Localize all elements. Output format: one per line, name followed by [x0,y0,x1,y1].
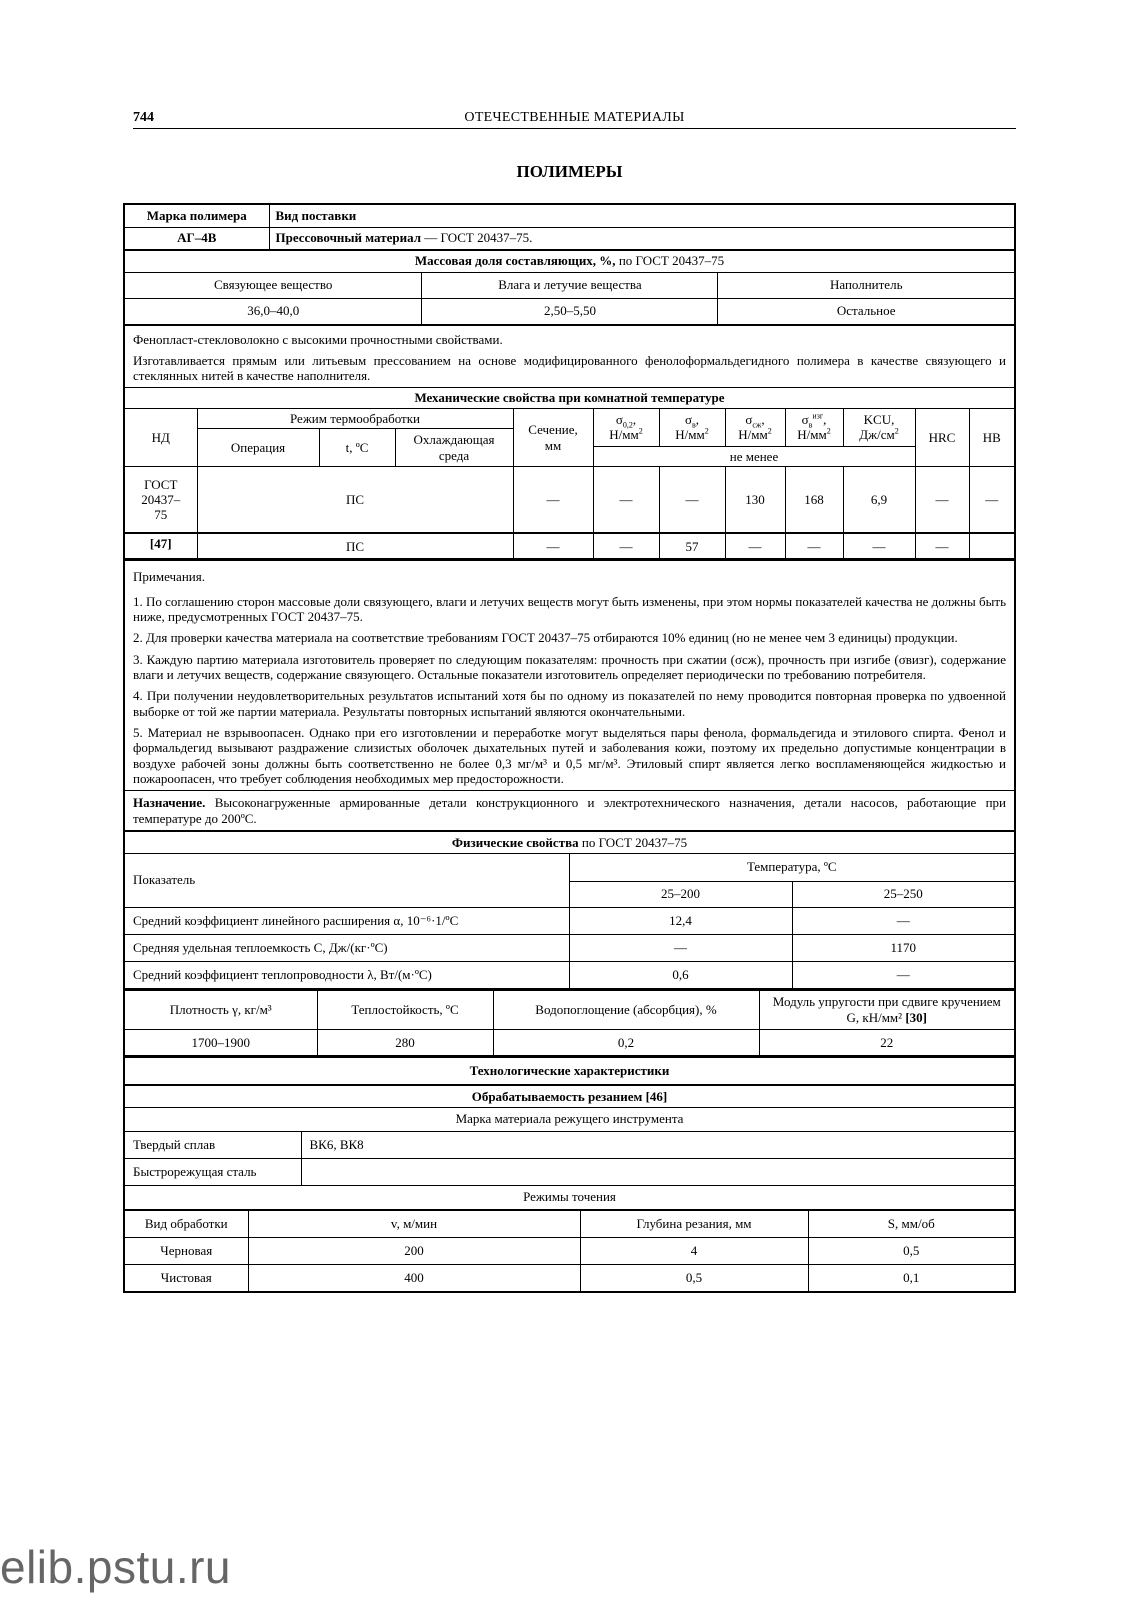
mech-sizg-symbol: σ [801,412,809,428]
supply-rest: — ГОСТ 20437–75. [421,230,533,246]
mech-s02-unit: Н/мм [609,427,639,443]
page-header [133,106,1016,129]
mech-sizg-unit: Н/мм [797,427,827,443]
mech-header-sizg: $\sigma_в^{изг}$, $Н/мм^2$ [785,408,843,446]
page-number: 744 [133,110,154,125]
mech-header-mode: Режим термообработки [197,408,513,428]
density-value: 1700–1900 [125,1030,317,1056]
physical-row-3-name: Средний коэффициент теплопроводности λ, Вт/(м·ºС) [125,961,569,988]
turning-header-speed: v, м/мин [248,1210,580,1237]
physical-row-1-name: Средний коэффициент линейного расширения α, 10⁻⁶·1/ºС [125,907,569,934]
mech-row-1-s02: — [593,467,659,533]
physical-table [125,830,1014,989]
supply-value [269,227,1014,249]
turning-title: Режимы точения [125,1185,1014,1209]
physical-extra-table [125,989,1014,1057]
machinability-title: Обрабатываемость резанием [46] [125,1085,1014,1107]
mech-row-2-kcu: — [843,533,915,559]
mech-row-2-hrc: — [915,533,969,559]
mech-sb-symbol: σ [684,412,692,428]
tech-table [125,1056,1014,1210]
turning-row-2-feed: 0,1 [808,1264,1014,1291]
tech-title: Технологические характеристики [125,1057,1014,1085]
mech-row-2-section: — [513,533,593,559]
mech-row-1-hrc: — [915,467,969,533]
mech-row-1-hb: — [969,467,1014,533]
section-title: ПОЛИМЕРЫ [516,162,623,181]
water-absorption-value: 0,2 [493,1030,759,1056]
physical-row-1-v1: 12,4 [569,907,792,934]
composition-title-rest: по ГОСТ 20437–75 [615,253,725,269]
mech-header-sb: $\sigma_в$, $Н/мм^2$ [659,408,725,446]
physical-temp-label: Температура, ºС [569,853,1014,881]
turning-row-1-feed: 0,5 [808,1237,1014,1264]
mech-sizg-unit-sq: 2 [826,427,831,437]
mech-header-section: Сечение, мм [513,408,593,467]
mech-sizg-sup: изг [812,411,824,421]
grade-value: АГ–4В [125,227,269,249]
supply-label: Вид поставки [269,205,1014,227]
mech-header-kcu [843,408,915,446]
mech-row-2-s02: — [593,533,659,559]
mechanical-table [125,387,1014,559]
mech-row-2-hb [969,533,1014,559]
mech-sizg-sub: в [808,420,813,430]
mech-header-cooling: Охлаждающая среда [395,429,513,467]
mech-header-hrc: HRC [915,408,969,467]
physical-title-rest: по ГОСТ 20437–75 [578,834,688,850]
tool-row-1-name: Твердый сплав [125,1131,301,1158]
mech-ssj-unit: Н/мм [738,427,768,443]
description-block [125,325,1014,388]
turning-row-2-speed: 400 [248,1264,580,1291]
mech-row-2-sb: 57 [659,533,725,559]
physical-row-2-name: Средняя удельная теплоемкость С, Дж/(кг·ºС) [125,934,569,961]
mech-row-1-section: — [513,467,593,533]
tool-row-2-name: Быстрорежущая сталь [125,1158,301,1185]
note-5: 5. Материал не взрывоопасен. Однако при его изготовлении и переработке могут выделяться пары фенола, формальдегида и этилового спирта. Фенол и формальдегид вызывают раздражение слизистых оболочек дыхательных путей и заболевания кожи, поэтому их предельно допустимые концентрации в воздухе рабочей зоны должны быть соответственно не более 0,3 мг/м³ и 0,5 мг/м³. Этиловый спирт является легко воспламеняющейся жидкостью и пожароопасен, что требует соблюдения необходимых мер предосторожности. [133,725,1006,787]
mech-row-1-mode: ПС [197,467,513,533]
turning-header-depth: Глубина резания, мм [580,1210,808,1237]
shear-modulus-value: 22 [759,1030,1014,1056]
mech-header-ssj: $\sigma_{сж}$, $Н/мм^2$ [725,408,785,446]
mech-kcu-label: KCU, [863,412,895,428]
mech-row-2-mode: ПС [197,533,513,559]
mech-sb-sub: в [691,420,696,430]
turning-row-1-type: Черновая [125,1237,248,1264]
mech-kcu-unit-sq: 2 [894,427,899,437]
tool-row-2-value [301,1158,1014,1185]
composition-title [125,250,1014,272]
turning-header-type: Вид обработки [125,1210,248,1237]
mech-row-2-nd: [47] [125,533,197,559]
mech-s02-sub: 0,2 [622,420,633,430]
shear-modulus-ref: [30] [905,1009,927,1025]
watermark: elib.pstu.ru [0,1541,232,1593]
mech-row-1-kcu: 6,9 [843,467,915,533]
mech-sb-unit-sq: 2 [704,427,709,437]
mech-s02-unit-sq: 2 [638,427,643,437]
physical-row-3-v1: 0,6 [569,961,792,988]
description-line-2: Изготавливается прямым или литьевым прессованием на основе модифицированного фенолоформальдегидного полимера в качестве связующего и стеклянных нитей в качестве наполнителя. [133,352,1006,384]
physical-row-2-v1: — [569,934,792,961]
notes-title: Примечания. [133,569,205,585]
heat-resistance-value: 280 [317,1030,493,1056]
turning-row-2-type: Чистовая [125,1264,248,1291]
physical-title [125,831,1014,853]
mech-row-1-nd: ГОСТ 20437–75 [125,467,197,533]
mech-header-s02: $\sigma_{0,2}$, $Н/мм^2$ [593,408,659,446]
composition-header-filler: Наполнитель [718,272,1014,298]
turning-header-feed: S, мм/об [808,1210,1014,1237]
description-line-1: Фенопласт-стекловолокно с высокими прочностными свойствами. [133,331,503,347]
mech-kcu-unit: Дж/см [859,427,895,443]
composition-table [125,250,1014,325]
mech-s02-symbol: σ [615,412,623,428]
mech-sb-unit: Н/мм [675,427,705,443]
mech-ssj-symbol: σ [745,412,753,428]
mech-row-1-ssj: 130 [725,467,785,533]
brand-table [125,205,1014,250]
note-3: 3. Каждую партию материала изготовитель проверяет по следующим показателям: прочность при сжатии (σсж), прочность при изгибе (σвизг), содержание влаги и летучих веществ, содержание связующего. Остальные показатели изготовитель определяет периодически по требованию потребителя. [133,651,1006,683]
composition-header-moisture: Влага и летучие вещества [422,272,718,298]
water-absorption-header: Водопоглощение (абсорбция), % [493,990,759,1030]
mech-header-operation: Операция [197,429,319,467]
material-card [123,203,1016,1293]
composition-value-filler: Остальное [718,298,1014,324]
grade-label: Марка полимера [125,205,269,227]
physical-indicator-label: Показатель [125,853,569,907]
composition-header-binder: Связующее вещество [125,272,422,298]
shear-modulus-header [759,990,1014,1030]
tool-grade-label: Марка материала режущего инструмента [125,1107,1014,1131]
density-header: Плотность γ, кг/м³ [125,990,317,1030]
mechanical-title: Механические свойства при комнатной температуре [125,388,1014,408]
physical-temp-col-2: 25–250 [792,881,1014,907]
turning-row-2-depth: 0,5 [580,1264,808,1291]
mech-row-2-sizg: — [785,533,843,559]
mech-row-1-sizg: 168 [785,467,843,533]
physical-row-2-v2: 1170 [792,934,1014,961]
tool-row-1-value: ВК6, ВК8 [301,1131,1014,1158]
turning-table [125,1210,1014,1292]
note-1: 1. По соглашению сторон массовые доли связующего, влаги и летучих веществ могут быть изменены, при этом нормы показателей качества не должны быть ниже, предусмотренных ГОСТ 20437–75. [133,593,1006,625]
notes-block [125,559,1014,790]
note-2: 2. Для проверки качества материала на соответствие требованиям ГОСТ 20437–75 отбираются 10% единиц (но не менее чем 3 единицы) продукции. [133,630,958,646]
physical-title-bold: Физические свойства [451,834,579,850]
mech-row-2-ssj: — [725,533,785,559]
mech-header-temp: t, ºС [319,429,395,467]
physical-row-1-v2: — [792,907,1014,934]
mech-ssj-sub: сж [752,420,762,430]
turning-row-1-speed: 200 [248,1237,580,1264]
physical-temp-col-1: 25–200 [569,881,792,907]
mech-header-hb: НВ [969,408,1014,467]
turning-row-1-depth: 4 [580,1237,808,1264]
physical-row-3-v2: — [792,961,1014,988]
composition-title-bold: Массовая доля составляющих, %, [414,253,616,269]
shear-modulus-label: Модуль упругости при сдвиге кручением G, кН/мм² [772,994,1001,1025]
running-title: ОТЕЧЕСТВЕННЫЕ МАТЕРИАЛЫ [464,110,685,125]
purpose-label: Назначение. [133,795,206,811]
mech-ssj-unit-sq: 2 [767,427,772,437]
mech-row-1-sb: — [659,467,725,533]
heat-resistance-header: Теплостойкость, ºС [317,990,493,1030]
mech-min-label: не менее [593,447,915,467]
purpose-block [125,790,1014,830]
supply-bold: Прессовочный материал [275,230,422,246]
mech-header-nd: НД [125,408,197,467]
purpose-text: Высоконагруженные армированные детали конструкционного и электротехнического назначения, детали насосов, работающие при температуре до 200ºС. [133,795,1006,826]
composition-value-moisture: 2,50–5,50 [422,298,718,324]
note-4: 4. При получении неудовлетворительных результатов испытаний хотя бы по одному из показателей по нему проводится повторная проверка по удвоенной выборке от той же партии материала. Результаты повторных испытаний являются окончательными. [133,688,1006,719]
composition-value-binder: 36,0–40,0 [125,298,422,324]
